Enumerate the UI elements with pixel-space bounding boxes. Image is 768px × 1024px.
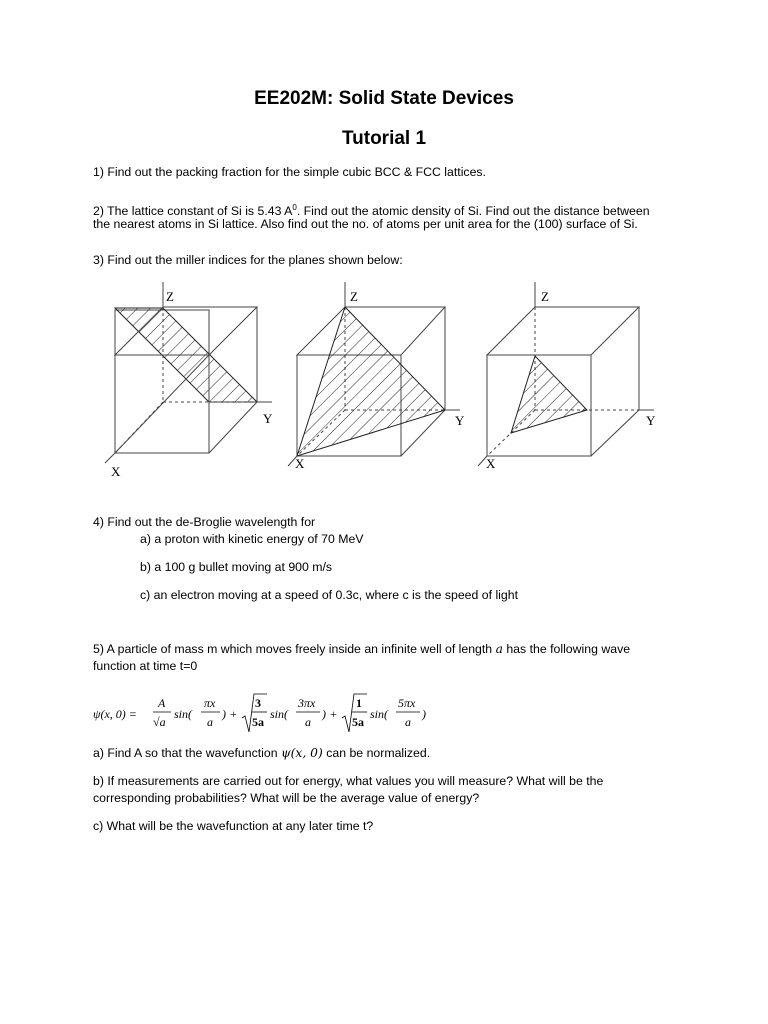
eq-t3-den: 5a bbox=[352, 715, 364, 729]
cube3-axis-z: Z bbox=[541, 289, 549, 304]
eq-plus-2: + bbox=[330, 707, 337, 721]
eq-plus-1: + bbox=[230, 707, 237, 721]
cube3-axis-x: X bbox=[486, 456, 496, 471]
q5-text-pre: 5) A particle of mass m which moves freely inside an infinite well of length bbox=[93, 642, 496, 656]
eq-t3-close: ) bbox=[422, 707, 426, 721]
q2-text-pre: 2) The lattice constant of Si is 5.43 A bbox=[93, 204, 293, 219]
cube3-axis-y: Y bbox=[646, 413, 656, 428]
eq-t1-fn: sin( bbox=[174, 707, 192, 721]
question-4: 4) Find out the de-Broglie wavelength for bbox=[93, 515, 316, 529]
eq-t1-den: √a bbox=[153, 715, 166, 729]
cube1-axis-x: X bbox=[111, 464, 121, 479]
question-4a: a) a proton with kinetic energy of 70 MeV bbox=[140, 532, 364, 546]
question-4c: c) an electron moving at a speed of 0.3c, where c is the speed of light bbox=[140, 588, 519, 602]
eq-t2-num: 3 bbox=[255, 696, 261, 710]
eq-t2-den: 5a bbox=[252, 715, 264, 729]
eq-t1-arg-den: a bbox=[207, 715, 213, 729]
miller-planes-figure bbox=[0, 270, 768, 485]
question-5-line-2: function at time t=0 bbox=[93, 659, 198, 673]
cube1-axis-y: Y bbox=[263, 411, 273, 426]
q5-var-a: a bbox=[495, 642, 503, 656]
cube1-axis-z: Z bbox=[166, 289, 174, 304]
eq-t3-fn: sin( bbox=[370, 707, 388, 721]
tutorial-title: Tutorial 1 bbox=[341, 128, 427, 149]
question-5c: c) What will be the wavefunction at any later time t? bbox=[93, 819, 374, 833]
q5a-text-post: can be normalized. bbox=[322, 746, 431, 760]
eq-t2-close: ) bbox=[322, 707, 326, 721]
question-3: 3) Find out the miller indices for the planes shown below: bbox=[93, 253, 403, 267]
eq-t1-num: A bbox=[158, 696, 166, 710]
eq-t2-fn: sin( bbox=[270, 707, 288, 721]
eq-t3-arg-num: 5πx bbox=[398, 696, 416, 710]
question-4b: b) a 100 g bullet moving at 900 m/s bbox=[140, 560, 333, 574]
eq-t3-num: 1 bbox=[356, 696, 362, 710]
cube2-axis-z: Z bbox=[350, 289, 358, 304]
question-5a bbox=[93, 745, 683, 762]
q2-degree-sup: 0 bbox=[292, 203, 297, 212]
question-5-line-1 bbox=[93, 641, 683, 658]
eq-t2-arg-num: 3πx bbox=[298, 696, 316, 710]
eq-t1-close: ) bbox=[222, 707, 226, 721]
eq-t3-arg-den: a bbox=[405, 715, 411, 729]
cube2-axis-y: Y bbox=[455, 413, 465, 428]
eq-t2-arg-den: a bbox=[305, 715, 311, 729]
q2-text-post: . Find out the atomic density of Si. Find out the distance between bbox=[296, 204, 650, 219]
question-5b-line-2: corresponding probabilities? What will be the average value of energy? bbox=[93, 791, 480, 805]
cube3-hatched-plane bbox=[511, 356, 587, 433]
cube2-axis-x: X bbox=[295, 456, 305, 471]
eq-lhs: ψ(x, 0) = bbox=[93, 707, 137, 721]
question-5b-line-1: b) If measurements are carried out for energy, what values you will measure? What will be the bbox=[93, 774, 604, 788]
q5a-text-pre: a) Find A so that the wavefunction bbox=[93, 746, 281, 760]
cube-1 bbox=[105, 282, 272, 463]
question-1: 1) Find out the packing fraction for the simple cubic BCC & FCC lattices. bbox=[93, 165, 486, 179]
eq-t1-arg-num: πx bbox=[204, 696, 216, 710]
cube-3 bbox=[478, 282, 654, 466]
question-2-line-2: the nearest atoms in Si lattice. Also find out the no. of atoms per unit area for the (100) surface of Si. bbox=[93, 217, 638, 231]
q5a-func: ψ(x, 0) bbox=[280, 746, 323, 760]
wavefunction-equation bbox=[93, 688, 453, 738]
q5-text-post: has the following wave bbox=[502, 642, 631, 656]
course-title: EE202M: Solid State Devices bbox=[254, 88, 514, 109]
cube-2 bbox=[288, 282, 460, 466]
